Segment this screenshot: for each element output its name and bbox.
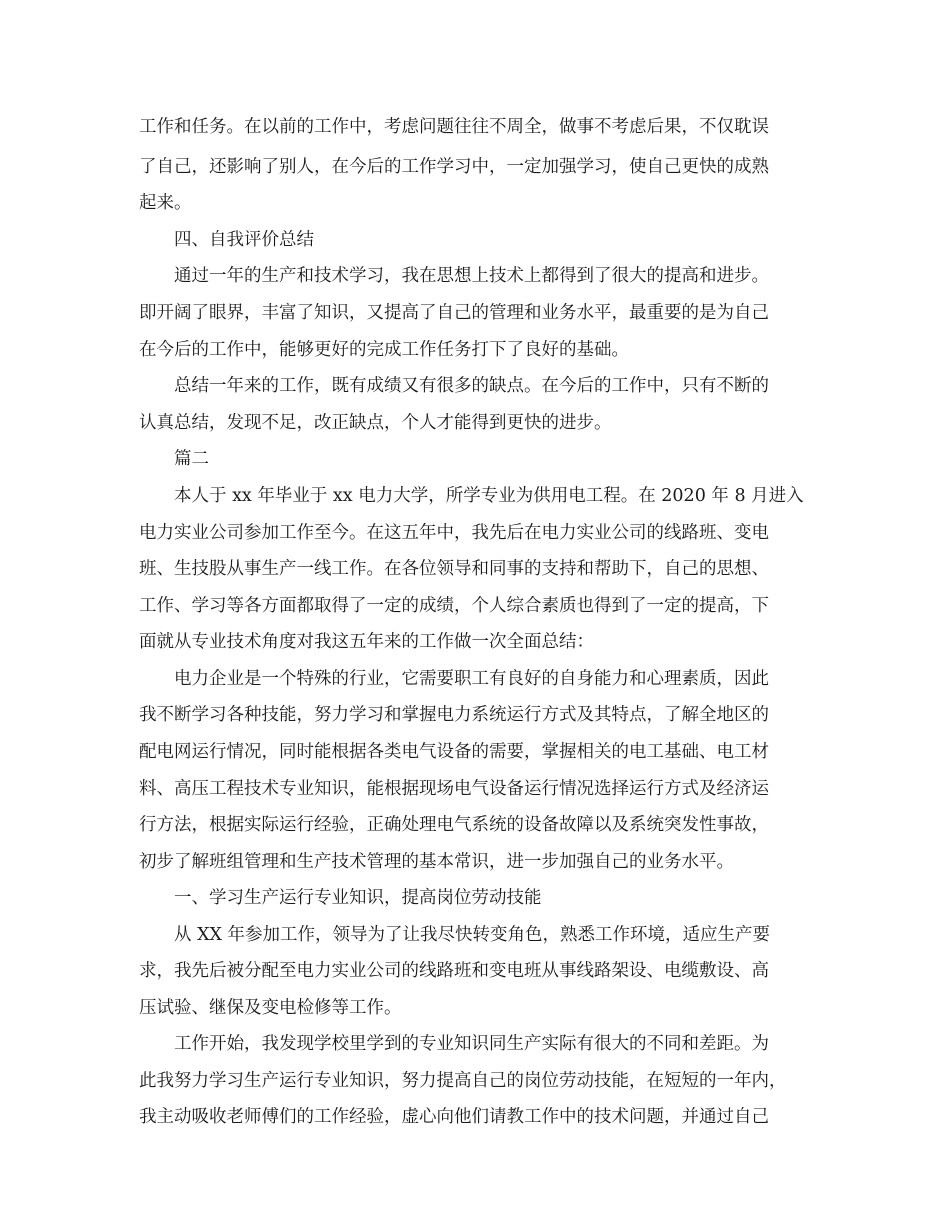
text-line: 行方法，根据实际运行经验，正确处理电气系统的设备故障以及系统突发性事故，	[139, 815, 769, 835]
text-line: 认真总结，发现不足，改正缺点，个人才能得到更快的进步。	[139, 413, 612, 433]
text-line: 初步了解班组管理和生产技术管理的基本常识，进一步加强自己的业务水平。	[139, 852, 734, 872]
text-line: 了自己，还影响了别人，在今后的工作学习中，一定加强学习，使自己更快的成熟	[139, 157, 769, 177]
text-line: 我主动吸收老师傅们的工作经验，虚心向他们请教工作中的技术问题，并通过自己	[139, 1107, 769, 1127]
text-line: 料、高压工程技术专业知识，能根据现场电气设备运行情况选择运行方式及经济运	[139, 779, 769, 799]
section-heading: 篇二	[174, 449, 209, 469]
text-line: 面就从专业技术角度对我这五年来的工作做一次全面总结：	[139, 632, 594, 652]
text-line: 我不断学习各种技能，努力学习和掌握电力系统运行方式及其特点，了解全地区的	[139, 705, 769, 725]
text-line: 配电网运行情况，同时能根据各类电气设备的需要，掌握相关的电工基础、电工材	[139, 742, 769, 762]
text-line: 工作、学习等各方面都取得了一定的成绩，个人综合素质也得到了一定的提高，下	[139, 596, 769, 616]
section-heading: 一、学习生产运行专业知识，提高岗位劳动技能	[174, 888, 542, 908]
text-line: 工作开始，我发现学校里学到的专业知识同生产实际有很大的不同和差距。为	[174, 1034, 769, 1054]
text-line: 此我努力学习生产运行专业知识，努力提高自己的岗位劳动技能，在短短的一年内，	[139, 1071, 787, 1091]
section-heading: 四、自我评价总结	[174, 230, 314, 250]
text-line: 电力实业公司参加工作至今。在这五年中，我先后在电力实业公司的线路班、变电	[139, 523, 769, 543]
text-line: 即开阔了眼界，丰富了知识，又提高了自己的管理和业务水平，最重要的是为自己	[139, 303, 769, 323]
text-line: 班、生技股从事生产一线工作。在各位领导和同事的支持和帮助下，自己的思想、	[139, 559, 769, 579]
text-line: 从 XX 年参加工作，领导为了让我尽快转变角色，熟悉工作环境，适应生产要	[174, 925, 771, 945]
text-line: 工作和任务。在以前的工作中，考虑问题往往不周全，做事不考虑后果，不仅耽误	[139, 117, 769, 137]
text-line: 本人于 xx 年毕业于 xx 电力大学，所学专业为供用电工程。在 2020 年 8 月进入	[174, 486, 804, 506]
text-line: 起来。	[139, 193, 192, 213]
text-line: 压试验、继保及变电检修等工作。	[139, 998, 402, 1018]
text-line: 总结一年来的工作，既有成绩又有很多的缺点。在今后的工作中，只有不断的	[174, 376, 769, 396]
text-line: 在今后的工作中，能够更好的完成工作任务打下了良好的基础。	[139, 340, 629, 360]
text-line: 电力企业是一个特殊的行业，它需要职工有良好的自身能力和心理素质，因此	[174, 669, 769, 689]
text-line: 求，我先后被分配至电力实业公司的线路班和变电班从事线路架设、电缆敷设、高	[139, 961, 769, 981]
text-line: 通过一年的生产和技术学习，我在思想上技术上都得到了很大的提高和进步。	[174, 266, 769, 286]
